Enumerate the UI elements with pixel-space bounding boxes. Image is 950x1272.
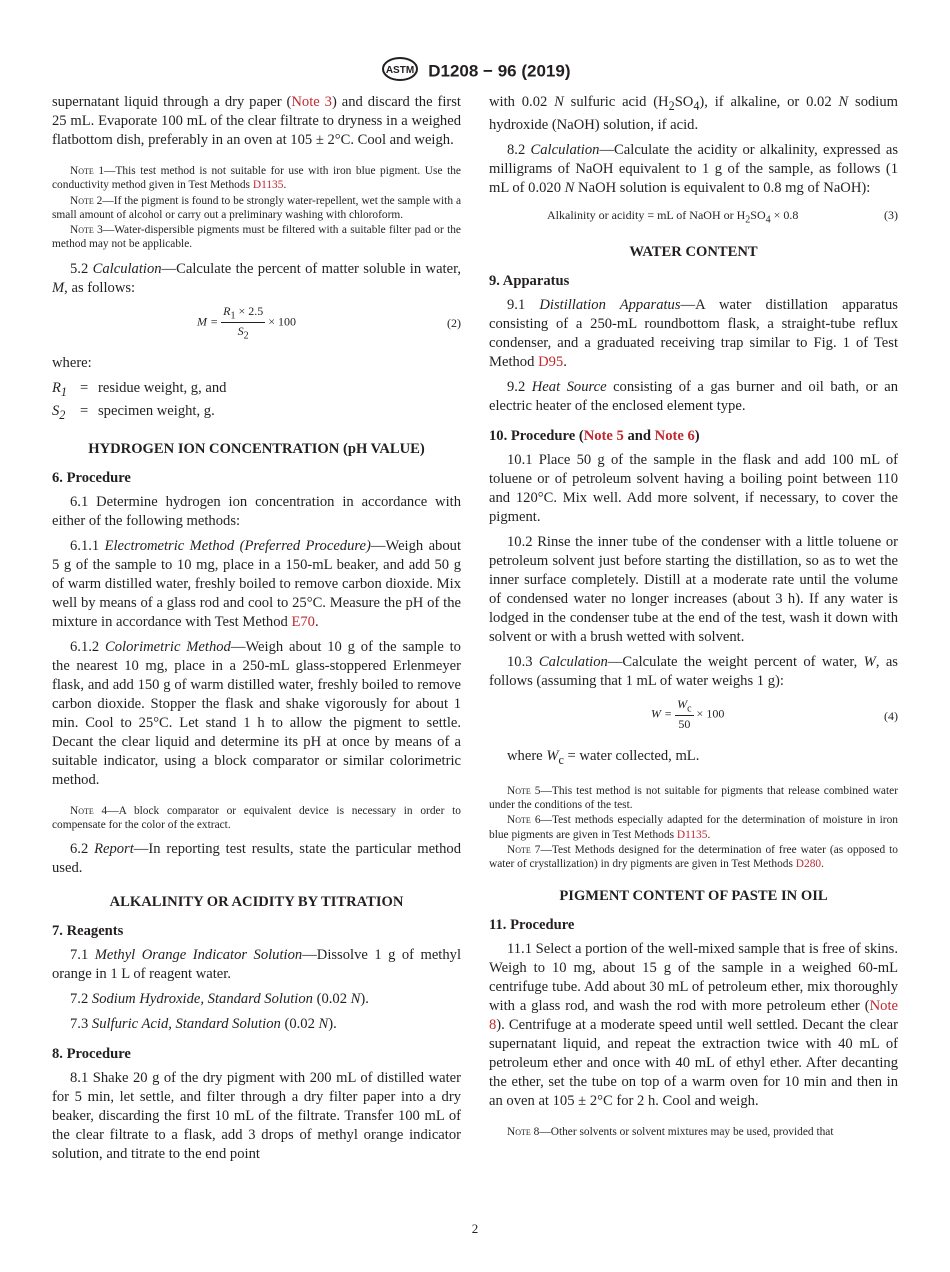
section-10-3: 10.3 Calculation—Calculate the weight percent of water, W, as follows (assuming that 1 mL of water weighs 1 g): [489, 653, 898, 689]
section-11-1: 11.1 Select a portion of the well-mixed sample that is free of skins. Weigh to 10 mg, about 15 g of the sample in a weighed 60-mL centrifuge tube. Add about 30 mL of petroleum ether, mix thoroughly with a glass rod, and wash the rod with more petroleum ether (Note 8). Centrifuge at a moderate speed until well settled. Decant the clear supernatant liquid, and repeat the extraction twice with 40 mL of petroleum ether and once with 40 mL of ethyl ether. After decanting the ether, set the tube on top of a warm oven for 10 min and then in an oven at 105 ± 2°C for 2 h. Cool and weigh. [489, 940, 898, 1109]
note-8-link[interactable]: Note 8 [489, 997, 898, 1033]
heading-9-apparatus: 9. Apparatus [489, 272, 570, 289]
notes-group [489, 1125, 898, 1139]
heading-11-procedure: 11. Procedure [489, 916, 575, 933]
equation-3: Alkalinity or acidity = mL of NaOH or $H_2SO_4 \times 0.8$ (3) [547, 207, 898, 226]
paragraph-continuation: with 0.02 N sulfuric acid $(H_2SO_4)$, if alkaline, or 0.02 N sodium hydroxide (NaOH) solution, if acid. [489, 94, 899, 133]
heading-6-procedure: 6. Procedure [52, 469, 131, 486]
note-6: Note 6—Test methods especially adapted for the determination of moisture in iron blue pigments are given in Test Methods D1135. [489, 814, 898, 841]
equation-4: W = $\frac{W_c}{50}$ × 100 (4) [651, 696, 898, 732]
heading-10-procedure: 10. Procedure (Note 5 and Note 6) [489, 427, 700, 444]
designation-title: D1208 − 96 (2019) [428, 61, 571, 81]
d95-link[interactable]: D95 [538, 353, 564, 370]
heading-7-reagents: 7. Reagents [52, 923, 124, 940]
note-4: Note 4—A block comparator or equivalent device is necessary in order to compensate for the color of the extract. [52, 804, 461, 831]
right-column [489, 93, 898, 1147]
section-7-1: 7.1 Methyl Orange Indicator Solution—Dissolve 1 g of methyl orange in 1 L of reagent water. [52, 947, 461, 983]
equation-number: (3) [884, 207, 898, 222]
note-6-link[interactable]: Note 6 [654, 427, 695, 444]
section-7-2: 7.2 Sodium Hydroxide, Standard Solution (0.02 N). [70, 991, 369, 1008]
note-3-link[interactable]: Note 3 [291, 94, 332, 110]
section-6-1-2: 6.1.2 Colorimetric Method—Weigh about 10 g of the sample to the nearest 10 mg, place in a 250-mL glass-stoppered Erlenmeyer flask, and add 150 g of warm distilled water, freshly boiled to remove carbon dioxide. Stopper the flask and shake vigorously for about 1 min. Cool to 25°C. Let stand 1 h to allow the pigment to settle. Decant the clear liquid and determine its pH at once by means of a suitable indicator, using a block comparator or similar colorimetric method. [52, 638, 461, 788]
section-10-1: 10.1 Place 50 g of the sample in the flask and add 100 mL of toluene or of petroleum solvent having a boiling point between 110 and 120°C. Mix well. Add more solvent, if necessary, to cover the pigment. [489, 451, 898, 525]
page-header [0, 56, 950, 87]
section-6-1-1: 6.1.1 Electrometric Method (Preferred Procedure)—Weigh about 5 g of the sample to 10 mg, place in a 150-mL beaker, and add 50 g of warm distilled water, freshly boiled to remove carbon dioxide. Mix well by means of a glass rod and cool to 25°C. Measure the pH of the mixture in accordance with Test Method E70. [52, 537, 461, 630]
note-2: Note 2—If the pigment is found to be strongly water-repellent, wet the sample with a small amount of alcohol or carry out a preliminary washing with chloroform. [52, 194, 461, 221]
note-7: Note 7—Test Methods designed for the determination of free water (as opposed to water of crystallization) in dry pigments are given in Test Methods D280. [489, 844, 898, 871]
section-heading-alkalinity: ALKALINITY OR ACIDITY BY TITRATION [109, 894, 404, 911]
section-6-1: 6.1 Determine hydrogen ion concentration in accordance with either of the following methods: [52, 493, 461, 529]
where-wc: where $W_c$ = water collected, mL. [507, 747, 700, 767]
svg-text:ASTM: ASTM [385, 65, 414, 76]
d1135-link[interactable]: D1135 [676, 828, 708, 841]
section-9-2: 9.2 Heat Source consisting of a gas burner and oil bath, or an electric heater of the enclosed element type. [489, 378, 899, 414]
where-row: $S_2$ = specimen weight, g. [52, 402, 215, 422]
paragraph-continuation: supernatant liquid through a dry paper (Note 3) and discard the first 25 mL. Evaporate 100 mL of the clear filtrate to dryness in a weighed flatbottom dish, preferably in an oven at 105 ± 2°C. Cool and weigh. [52, 94, 461, 148]
heading-8-procedure: 8. Procedure [52, 1046, 131, 1063]
equation-2: M = $\frac{R_1 \times 2.5}{S_2}$ × 100 (2) [197, 303, 461, 342]
note-1: Note 1—This test method is not suitable for use with iron blue pigment. Use the conductivity method given in Test Methods D1135. [52, 165, 461, 192]
note-8: Note 8—Other solvents or solvent mixtures may be used, provided that [507, 1125, 834, 1138]
note-5-link[interactable]: Note 5 [583, 427, 624, 444]
section-10-2: 10.2 Rinse the inner tube of the condenser with a little toluene or petroleum solvent just before starting the distillation, so as to wet the inner surface completely. Distill at a moderate rate until the volume of condensed water no longer increases (about 3 h). If any water is lodged in the condenser tube at the end of the test, wash it down with solvent or with a brush wetted with solvent. [489, 533, 898, 645]
notes-group [489, 784, 898, 872]
d1135-link[interactable]: D1135 [252, 179, 284, 192]
d280-link[interactable]: D280 [795, 858, 822, 871]
page-number: 2 [471, 1221, 479, 1236]
where-row: $R_1$ = residue weight, g, and [52, 379, 227, 399]
e70-link[interactable]: E70 [291, 613, 315, 630]
where-label: where: [52, 354, 92, 371]
astm-logo [380, 56, 420, 87]
section-heading-water: WATER CONTENT [629, 243, 758, 260]
section-8-1: 8.1 Shake 20 g of the dry pigment with 200 mL of distilled water for 5 min, let settle, and filter through a dry filter paper into a dry beaker, discarding the first 10 mL of the filtrate. Transfer 100 mL of the clear filtrate to a flask, add 3 drops of methyl orange indicator solution, and titrate to the end point [52, 1070, 461, 1163]
section-6-2: 6.2 Report—In reporting test results, state the particular method used. [52, 841, 461, 877]
section-9-1: 9.1 Distillation Apparatus—A water distillation apparatus consisting of a 250-mL roundbottom flask, a straight-tube reflux condenser, and a graduated receiving trap similar to Fig. 1 of Test Method D95. [489, 296, 898, 370]
equation-number: (4) [884, 708, 898, 723]
section-heading-pigment: PIGMENT CONTENT OF PASTE IN OIL [559, 887, 828, 904]
note-5: Note 5—This test method is not suitable for pigments that release combined water under the conditions of the test. [489, 784, 899, 812]
equation-number: (2) [447, 315, 461, 330]
notes-group [52, 164, 461, 252]
section-5-2: 5.2 Calculation—Calculate the percent of matter soluble in water, M, as follows: [52, 260, 461, 296]
section-8-2: 8.2 Calculation—Calculate the acidity or alkalinity, expressed as milligrams of NaOH equivalent to 1 g of the sample, as follows (1 mL of 0.020 N NaOH solution is equivalent to 0.8 mg of NaOH): [489, 141, 898, 196]
left-column [52, 93, 461, 1170]
note-3: Note 3—Water-dispersible pigments must be filtered with a suitable filter pad or the method may not be applicable. [52, 224, 461, 251]
notes-group [52, 804, 461, 833]
section-7-3: 7.3 Sulfuric Acid, Standard Solution (0.02 N). [70, 1016, 337, 1033]
section-heading-ph: HYDROGEN ION CONCENTRATION (pH VALUE) [88, 440, 425, 457]
